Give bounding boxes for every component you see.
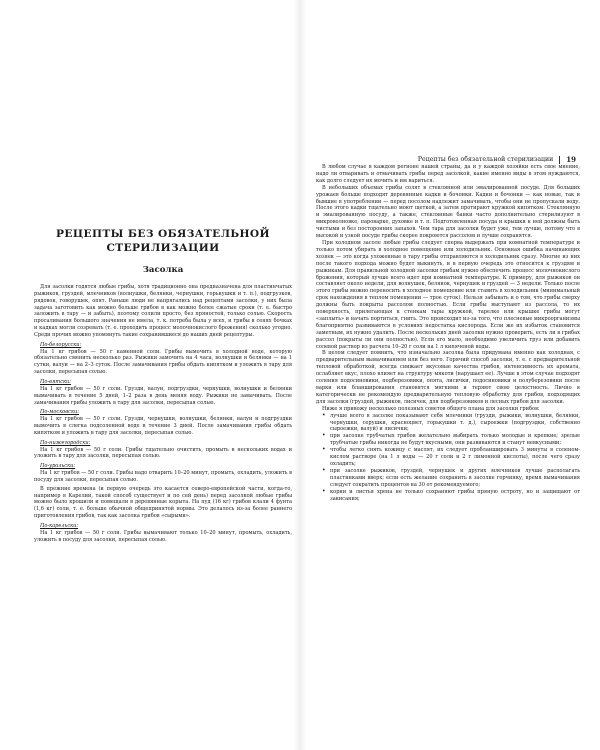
running-head-title: Рецепты без обязательной стерилизации (417, 156, 554, 163)
recipe-paragraph: На 1 кг грибов — 50 г соли. Грибы тщательно очистить, промыть в нескольких водах и уложить в тару для засолки, пересыпая солью. (34, 446, 292, 460)
tip-item: • при засолке трубчатых грибов желательно выбирать только молодые и крепкие; зрелые трубчатые грибы никогда не будут вкусными, они развиваются и станут невкусными; (324, 433, 580, 447)
chapter-title-line2: СТЕРИЛИЗАЦИИ (106, 241, 220, 254)
recipe-label-vyatka: По-вятски: (40, 378, 72, 385)
right-body (316, 156, 580, 502)
recipe-paragraph: На 1 кг грибов — 50 г соли. Грузди, валуи, подгруздки, чернушки, волнушки и белянки вымачивать в течение 5 дней, 1–2 раза в день меняя воду. Рыжики не замачивать. После замачивания грибы уложить в тару для засолки, пересыпая солью. (34, 385, 292, 406)
history-paragraph: В прежние времена (и первую очередь это касается северо-европейской части, когда-то, например в Карелии, такой способ существует и по сей день) перед засолкой любые грибы можно было крошили и помещали в деревянные корыта. На пуд (16 кг) грибов клали 4 фунта (1,6 кг) соли, т. е. больше обычной общепринятой нормы. Это делалось из-за более раннего приготовления грибов, так как засолка грибов «сырыми». (34, 485, 292, 520)
body-paragraph: В целом следует помнить, что изначально засолка была придумана именно как холодная, с предварительным вымачиванием или без него. Горячий способ засолки, т. е. с предварительной тепловой обработкой, всегда снижает вкусовые качества грибов, интенсивность их аромата, ослабляет вкус, плохо влияет на структуру мякоти (нарушает ее). Лучше в этом случае подходят соления подосиновики, подберезовики, опята, лисички, подосиновики и полуберезовики после варки или бланширования становятся мягкими и теряют свою целостность. Лично я категорически не рекомендую предварительную тепловую обработку для грибов, подходящих для засолки (груздей, рыжиков, лисичек, для подберезовиков и лесных грибов для засолки. (316, 350, 580, 405)
recipe-label-ural: По-уральски: (40, 463, 76, 470)
chapter-title-line1: РЕЦЕПТЫ БЕЗ ОБЯЗАТЕЛЬНОЙ (56, 228, 270, 240)
recipe-paragraph: На 1 кг грибов — 50 г соли. Грузди, чернушки, волнушки, белянки, валуи и подгруздки вымочить в слегка подсоленной воде в течение 3 дней. После замачивания грибы обдать кипятком и уложить в тару для засолки, пересыпая солью. (34, 416, 292, 436)
tip-item: • при засолке рыжиков, груздей, чернушек и других млечников лучше располагать пластинками вверх; если есть желание сохранить в засолке горчинку, время вымачивания следует сократить процентов на 30 от рекомендуемого; (324, 468, 580, 489)
tips-list (316, 413, 580, 503)
intro-paragraph: Для засолки годятся любые грибы, хотя традиционно она предназначена для пластинчатых рыжиков, груздей, млечников (волнушки, белянки, чернушки, горькушки и т. п.), подгрузков, рядовок, говорушек, опят. Раньше люди не напрягались над рецептами засолки, у них была задача заготовить как можно больше грибов в как можно более сжатые сроки (т. е. быстро заложить в тару — и забыть), поэтому солили просто, без пряностей, только солью. Скорость просаливания большого значения не имела, т. к. потреба была у всех, и грибы в сенях бочках и кадках могли созревать (т. е. проходить процесс молочнокислого брожения) сколько угодно. Среди прочих можно упомянуть такие сохранившиеся до наших дней рецептуры. (34, 284, 292, 338)
section-title: Засолка (142, 265, 184, 275)
tip-item: • лучше всего в засолке показывают себя млечники (грузди, рыжики, волнушки, белянки, чернушки, серушки, красноцвет, горькушки т. д.), сыроежки (подгруздки, собственно сыроежки, валуй) и лисички; (324, 413, 580, 434)
tip-item: • корни и листья хрена не только сохраняют грибы пряную остроту, но и защищают от закисания; (324, 489, 580, 503)
recipe-paragraph: На 1 кг грибов — 50 г соли. Грибы надо отварить 10–20 минут, промыть, охладить, уложить в посуду для засолки, пересыпая солью. (34, 470, 292, 483)
recipe-label-moscow: По-московски: (40, 409, 79, 416)
body-paragraph: При холодном засоле любые грибы следует сперва выдержать при комнатной температуре и только потом убирать в холодное помещение или холодильник. Основная ошибка начинающих хозяек — это когда уложенные в тару грибы отправляются в холодильник сразу. Многие из них после такого подхода можно будет выкинуть, и в первую очередь это относится к груздям и рыжикам. Для правильной холодной засолки грибам нужно обеспечить процесс молочнокислого брожения, который лучше всего идет при комнатной температуре. К примеру, для рыжиков он составляет около недели, для волнушек, белянок, чернушек и груздей — 3 недели. Только после этого грибы можно переносить в холодное помещение или ставить в холодильник (минимальный срок нахождения в теплом помещении — трое суток). Нельзя забывать и о том, что грибы сверху должны быть покрыты рассолом полностью. Если грибы выступают из рассола, то их поверхность, прилегающая к стенкам тары кружкой, тарелке или крышке грибы могут «заплыть» и начать портиться, гнить. Это происходит из-за того, что плесневые микроорганизмы благоприятно развиваются в условиях недостатка кислорода. Если же их избыток становится заметным, их нужно удалить. После нескольких дней засолки нужно проверить, есть ли в грибах рассол (покрыты ли они полностью). Если его мало, необходимо увеличить груз или добавить солевой раствор из расчета 10–20 г соли на 1 л кипяченой воды. (316, 239, 580, 350)
recipe-label-belarus: По-белорусски: (40, 341, 82, 348)
recipe-paragraph: На 1 кг грибов — 50 г соли. Грибы вымачивают только 10–20 минут, промыть, охладить, уложить в посуду для засолки, пересыпая солью. (34, 529, 292, 543)
recipe-paragraph: На 1 кг грибов — 50 г каменной соли. Грибы вымочить в холодной воде, которую обязательно сменить несколько раз. Рыжики замочить на 4 часа, волнушки и белянки — на 1 сутки, валуи — на 2–3 суток. После замачивания грибы обдать кипятком и уложить в тару для засолки, пересыпая солью. (34, 348, 292, 376)
tips-intro: Ниже я привожу несколько полезных советов общего плана для засолки грибов: (322, 405, 540, 412)
page-number: 19 (566, 155, 576, 164)
body-paragraph: В любом случае в каждом регионе нашей страны, да и у каждой хозяйки есть свое мнение, надо ли отваривать и отмачивать грибы перед засолкой, какие именно виды в этом нуждаются, как долго следует их мочить и им вариться. (316, 164, 580, 184)
body-paragraph: В небольших объемах грибы солят в стеклянной или эмалированной посуде. Для больших урожаев больше подходят деревянные кадки и бочонки. Кадки и бочонки — как новые, так и бывшие в употреблении — перед посолом надлежит замачивать, чтобы они не пропускали воду. После этого кадки тщательно моют щеткой, а затем протирают кружкой кипятком. Стеклянную и эмалированную посуду, а также, стеклянные банки часто дополнительно стерилизуют в микроволновке, пароварке, духовке и т. п. Подготовленная посуда и крышки к ней должны быть чистыми и без посторонних запахов. Чем тара для засолки будет уже, тем лучше, потому что в высокой и узкой посуде грибы скорее покроются рассолом и лучше сохранятся. (316, 184, 580, 240)
right-page (304, 0, 600, 750)
recipe-label-nizhny: По-нижегородски: (40, 439, 91, 446)
chapter-title (34, 228, 292, 255)
left-body (34, 284, 292, 544)
tip-item: • чтобы легко снять кожицу с маслят, их следует пробланшировать 3 минуты в соленом-кислом растворе (на 1 л воды — 20 г соли и 2 г лимонной кислоты), после чего сразу охладить; (324, 447, 580, 468)
recipe-label-karelia: По-карельски: (40, 523, 79, 529)
